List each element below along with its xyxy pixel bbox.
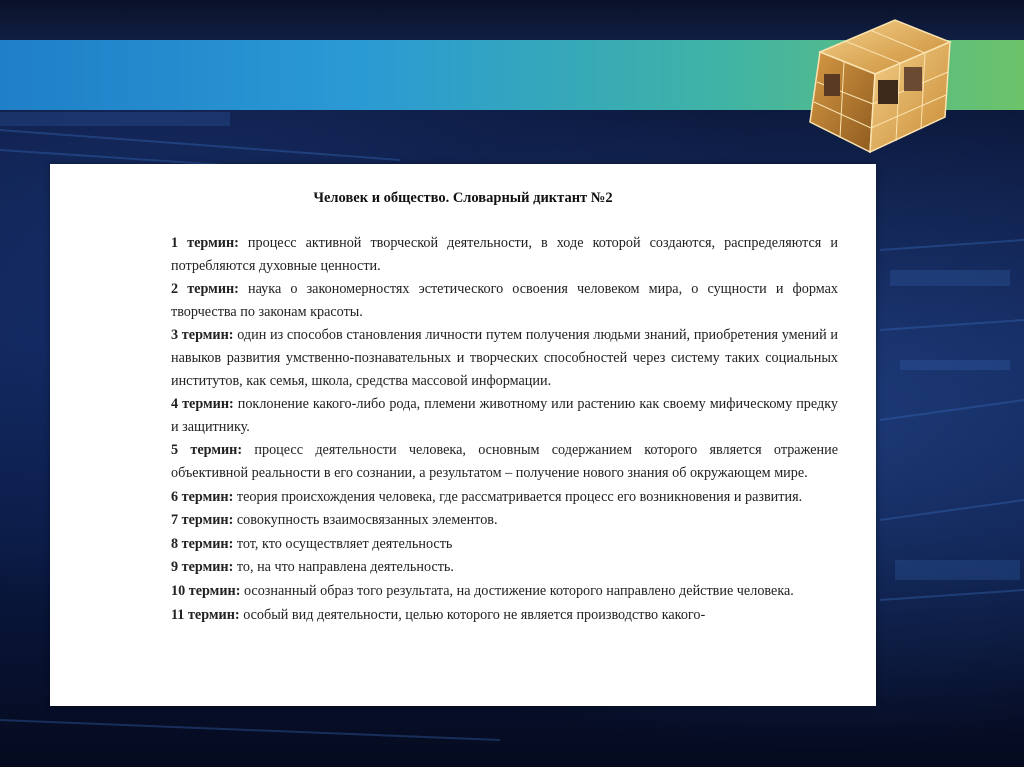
term-definition: наука о закономерностях эстетического освоения человеком мира, о сущности и формах творчества по законам красоты. — [171, 281, 838, 320]
term-entry — [171, 509, 838, 532]
term-definition: тот, кто осуществляет деятельность — [233, 535, 453, 552]
photo-cube-icon — [800, 12, 960, 162]
term-definition: осознанный образ того результата, на достижение которого направлено действие человека. — [240, 582, 794, 599]
document-title: Человек и общество. Словарный диктант №2 — [313, 190, 613, 206]
term-label: 6 термин: — [171, 488, 234, 505]
term-label: 10 термин: — [171, 582, 241, 599]
term-label: 3 термин: — [171, 327, 234, 344]
term-label: 4 термин: — [171, 396, 234, 413]
term-entry — [171, 232, 838, 277]
term-entry — [171, 556, 838, 579]
term-entry — [171, 324, 838, 392]
term-definition: то, на что направлена деятельность. — [233, 559, 454, 576]
term-definition: теория происхождения человека, где рассматривается процесс его возникновения и развития. — [233, 488, 803, 505]
term-definition: один из способов становления личности путем получения людьми знаний, приобретения умений и навыков развития умственно-познавательных и творческих способностей через систему таких социальных институтов, как семья, школа, средства массовой информации. — [171, 327, 838, 389]
term-definition: процесс деятельности человека, основным содержанием которого является отражение объективной реальности в его сознании, а результатом – получение нового знания об окружающем мире. — [171, 442, 838, 481]
term-label: 2 термин: — [171, 281, 239, 298]
term-entry — [171, 486, 838, 509]
term-entry — [171, 580, 838, 603]
term-label: 9 термин: — [171, 559, 234, 576]
term-label: 1 термин: — [171, 235, 239, 251]
term-entry — [171, 393, 838, 438]
term-label: 8 термин: — [171, 535, 234, 552]
term-definition: особый вид деятельности, целью которого не является производство какого- — [239, 606, 706, 623]
term-label: 5 термин: — [171, 442, 243, 459]
term-label: 11 термин: — [171, 606, 240, 623]
term-entry — [171, 533, 838, 556]
term-definition: совокупность взаимосвязанных элементов. — [233, 512, 498, 529]
term-entry — [171, 604, 838, 627]
term-label: 7 термин: — [171, 512, 234, 529]
dictation-document — [50, 164, 876, 706]
term-list — [171, 232, 838, 626]
term-entry — [171, 278, 838, 323]
term-definition: поклонение какого-либо рода, племени животному или растению как своему мифическому предку и защитнику. — [171, 396, 838, 435]
term-entry — [171, 439, 838, 484]
term-definition: процесс активной творческой деятельности, в ходе которой создаются, распределяются и потребляются духовные ценности. — [171, 235, 838, 274]
